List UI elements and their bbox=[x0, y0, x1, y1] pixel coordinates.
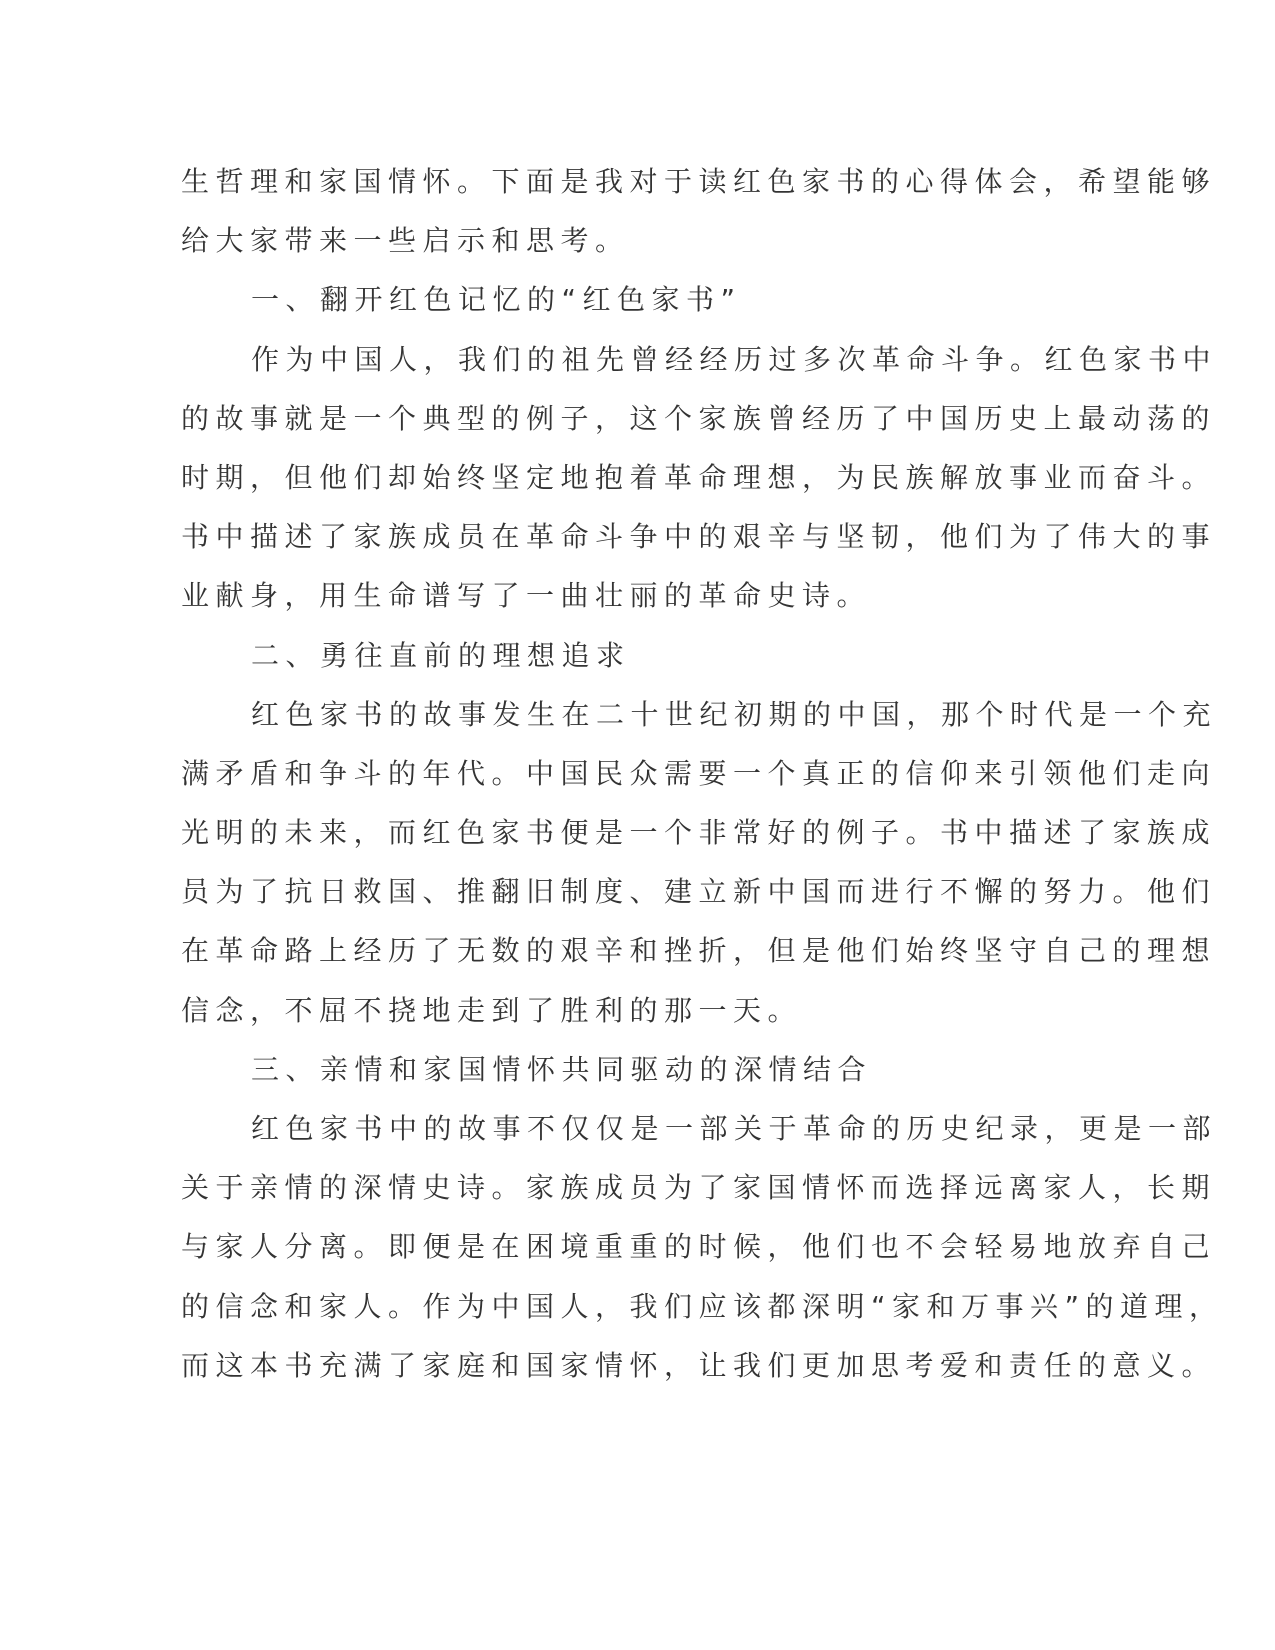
paragraph-line: 信念，不屈不挠地走到了胜利的那一天。 bbox=[181, 993, 803, 1027]
paragraph-line: 业献身，用生命谱写了一曲壮丽的革命史诗。 bbox=[181, 579, 872, 613]
paragraph-line: 与家人分离。即便是在困境重重的时候，他们也不会轻易地放弃自己 bbox=[181, 1230, 1217, 1264]
paragraph-line: 的信念和家人。作为中国人，我们应该都深明“家和万事兴”的道理， bbox=[181, 1289, 1224, 1323]
paragraph-line: 红色家书中的故事不仅仅是一部关于革命的历史纪录，更是一部 bbox=[251, 1112, 1218, 1145]
paragraph-line: 关于亲情的深情史诗。家族成员为了家国情怀而选择远离家人，长期 bbox=[181, 1171, 1217, 1205]
paragraph-line: 而这本书充满了家庭和国家情怀，让我们更加思考爱和责任的意义。 bbox=[181, 1348, 1217, 1382]
document-body bbox=[181, 152, 1224, 1395]
paragraph-line: 光明的未来，而红色家书便是一个非常好的例子。书中描述了家族成 bbox=[181, 816, 1217, 850]
paragraph-line: 生哲理和家国情怀。下面是我对于读红色家书的心得体会，希望能够 bbox=[181, 165, 1217, 198]
paragraph-line: 书中描述了家族成员在革命斗争中的艰辛与坚韧，他们为了伟大的事 bbox=[181, 520, 1217, 554]
section-heading: 二、勇往直前的理想追求 bbox=[251, 638, 631, 672]
paragraph-line: 的故事就是一个典型的例子，这个家族曾经历了中国历史上最动荡的 bbox=[181, 401, 1217, 435]
paragraph-line: 作为中国人，我们的祖先曾经经历过多次革命斗争。红色家书中 bbox=[251, 342, 1218, 376]
paragraph-line: 满矛盾和争斗的年代。中国民众需要一个真正的信仰来引领他们走向 bbox=[181, 756, 1217, 790]
paragraph-line: 时期，但他们却始终坚定地抱着革命理想，为民族解放事业而奋斗。 bbox=[181, 460, 1217, 494]
paragraph-line: 在革命路上经历了无数的艰辛和挫折，但是他们始终坚守自己的理想 bbox=[181, 934, 1217, 968]
paragraph-line: 员为了抗日救国、推翻旧制度、建立新中国而进行不懈的努力。他们 bbox=[181, 875, 1217, 909]
paragraph-line: 红色家书的故事发生在二十世纪初期的中国，那个时代是一个充 bbox=[251, 697, 1218, 731]
section-heading: 一、翻开红色记忆的“红色家书” bbox=[251, 283, 742, 317]
section-heading: 三、亲情和家国情怀共同驱动的深情结合 bbox=[251, 1052, 873, 1086]
paragraph-line: 给大家带来一些启示和思考。 bbox=[181, 224, 630, 258]
